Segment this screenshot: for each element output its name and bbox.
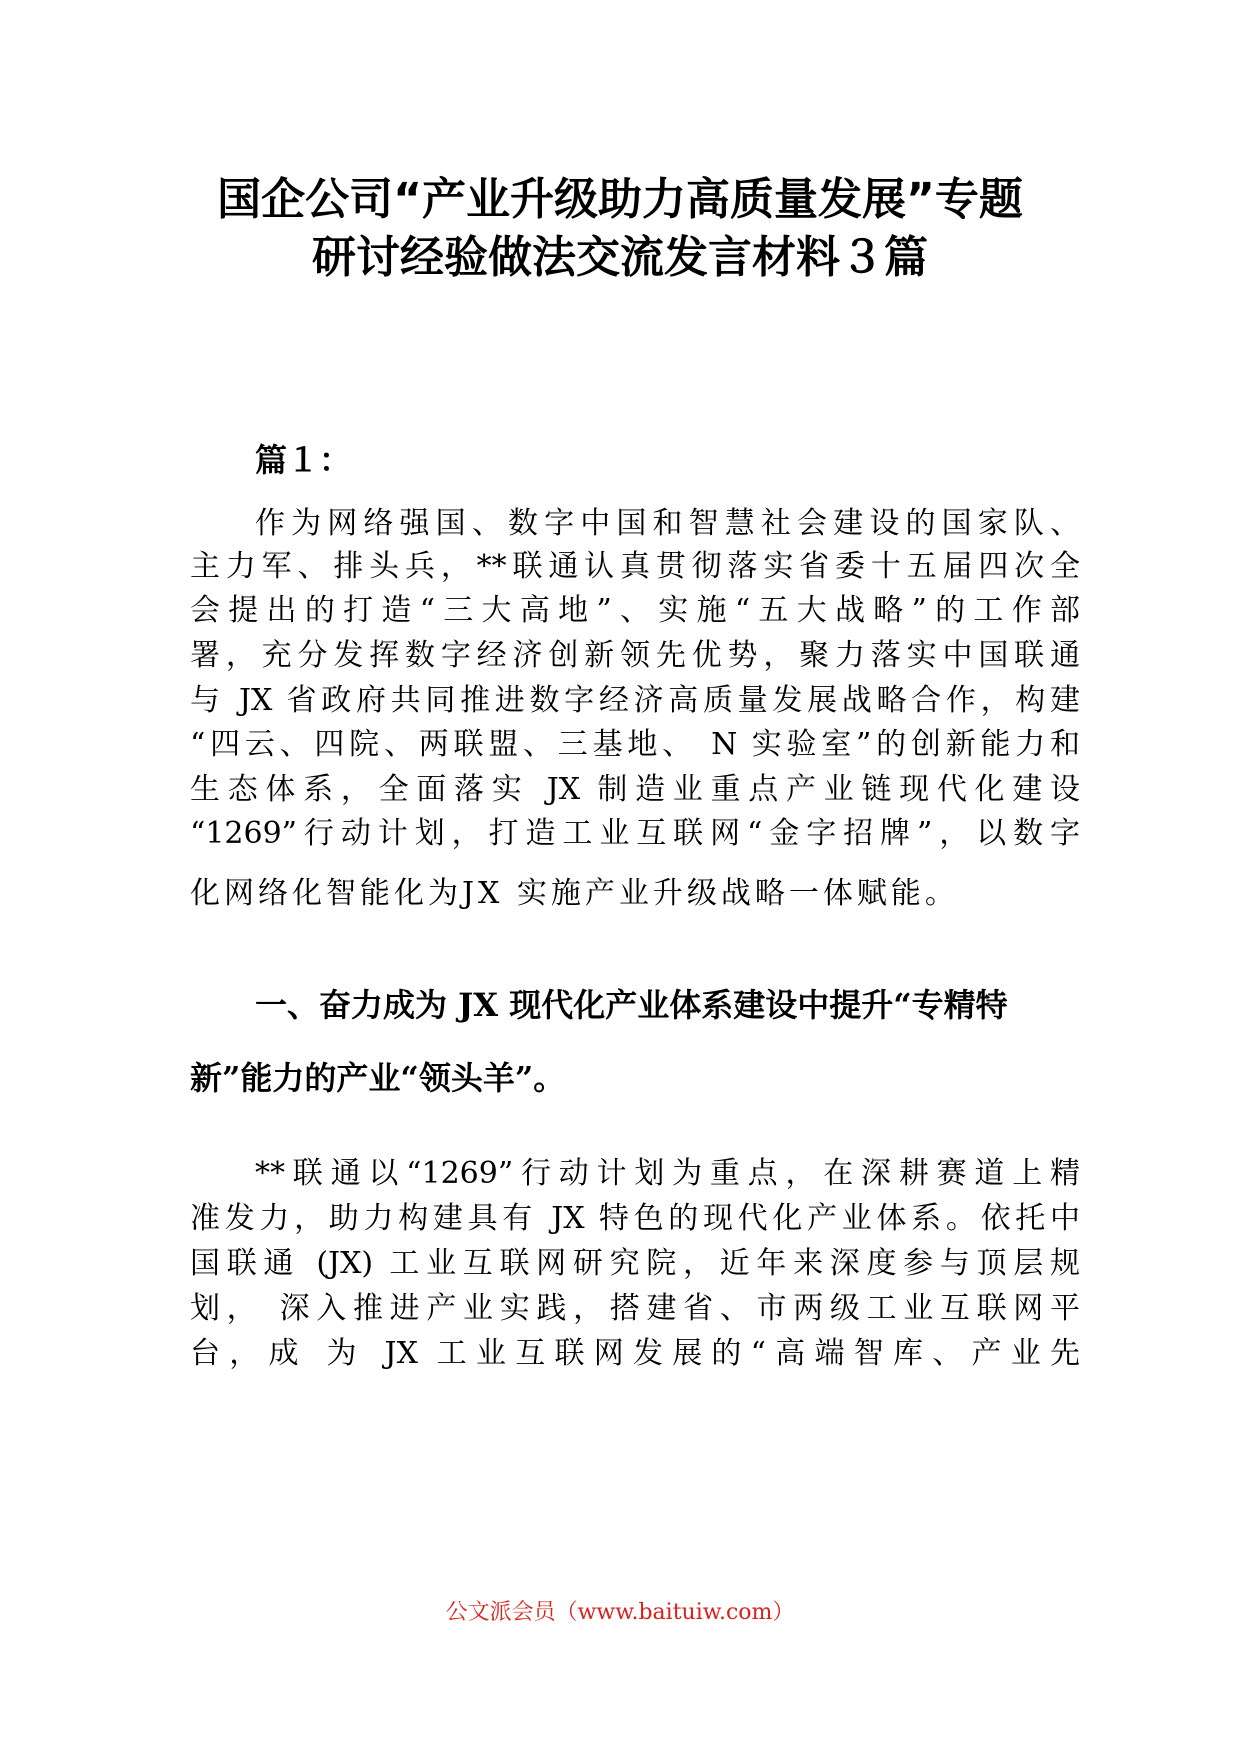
paragraph-1-line: 署，充分发挥数字经济创新领先优势，聚力落实中国联通 [190,638,1080,673]
document-title-line-2: 研讨经验做法交流发言材料３篇 [312,232,928,283]
paragraph-2-line: 国联通 (JX) 工业互联网研究院，近年来深度参与顶层规 [190,1246,1080,1281]
paragraph-1-line: “1269”行动计划，打造工业互联网“金字招牌”，以数字 [190,816,1080,851]
paragraph-1-line: 化网络化智能化为JX 实施产业升级战略一体赋能。 [190,876,959,911]
paragraph-2-line: 准发力，助力构建具有 JX 特色的现代化产业体系。依托中 [190,1201,1080,1236]
paragraph-1-line: 会提出的打造“三大高地”、实施“五大战略”的工作部 [190,593,1080,628]
paragraph-2-line: **联通以“1269”行动计划为重点，在深耕赛道上精 [255,1156,1080,1191]
paragraph-1-line: 生态体系，全面落实 JX 制造业重点产业链现代化建设 [190,772,1080,807]
footer-watermark-text: 公文派会员（www.baituiw.com） [445,1600,795,1625]
paragraph-1-line: 与 JX 省政府共同推进数字经济高质量发展战略合作，构建 [190,683,1080,718]
paragraph-1-line: 作为网络强国、数字中国和智慧社会建设的国家队、 [255,506,1080,541]
heading-1-line: 新”能力的产业“领头羊”。 [190,1059,566,1097]
document-title-line-1: 国企公司“产业升级助力高质量发展”专题 [217,174,1023,225]
paragraph-2-line: 台，成 为 JX 工业互联网发展的“高端智库、产业先 [190,1336,1080,1371]
heading-1-line: 一、奋力成为 JX 现代化产业体系建设中提升“专精特 [255,986,1008,1024]
section-label: 篇１： [255,441,352,479]
paragraph-1-line: “四云、四院、两联盟、三基地、 N 实验室”的创新能力和 [190,727,1080,762]
paragraph-1-line: 主力军、排头兵，**联通认真贯彻落实省委十五届四次全 [190,549,1080,584]
paragraph-2-line: 划， 深入推进产业实践，搭建省、市两级工业互联网平 [190,1291,1080,1326]
